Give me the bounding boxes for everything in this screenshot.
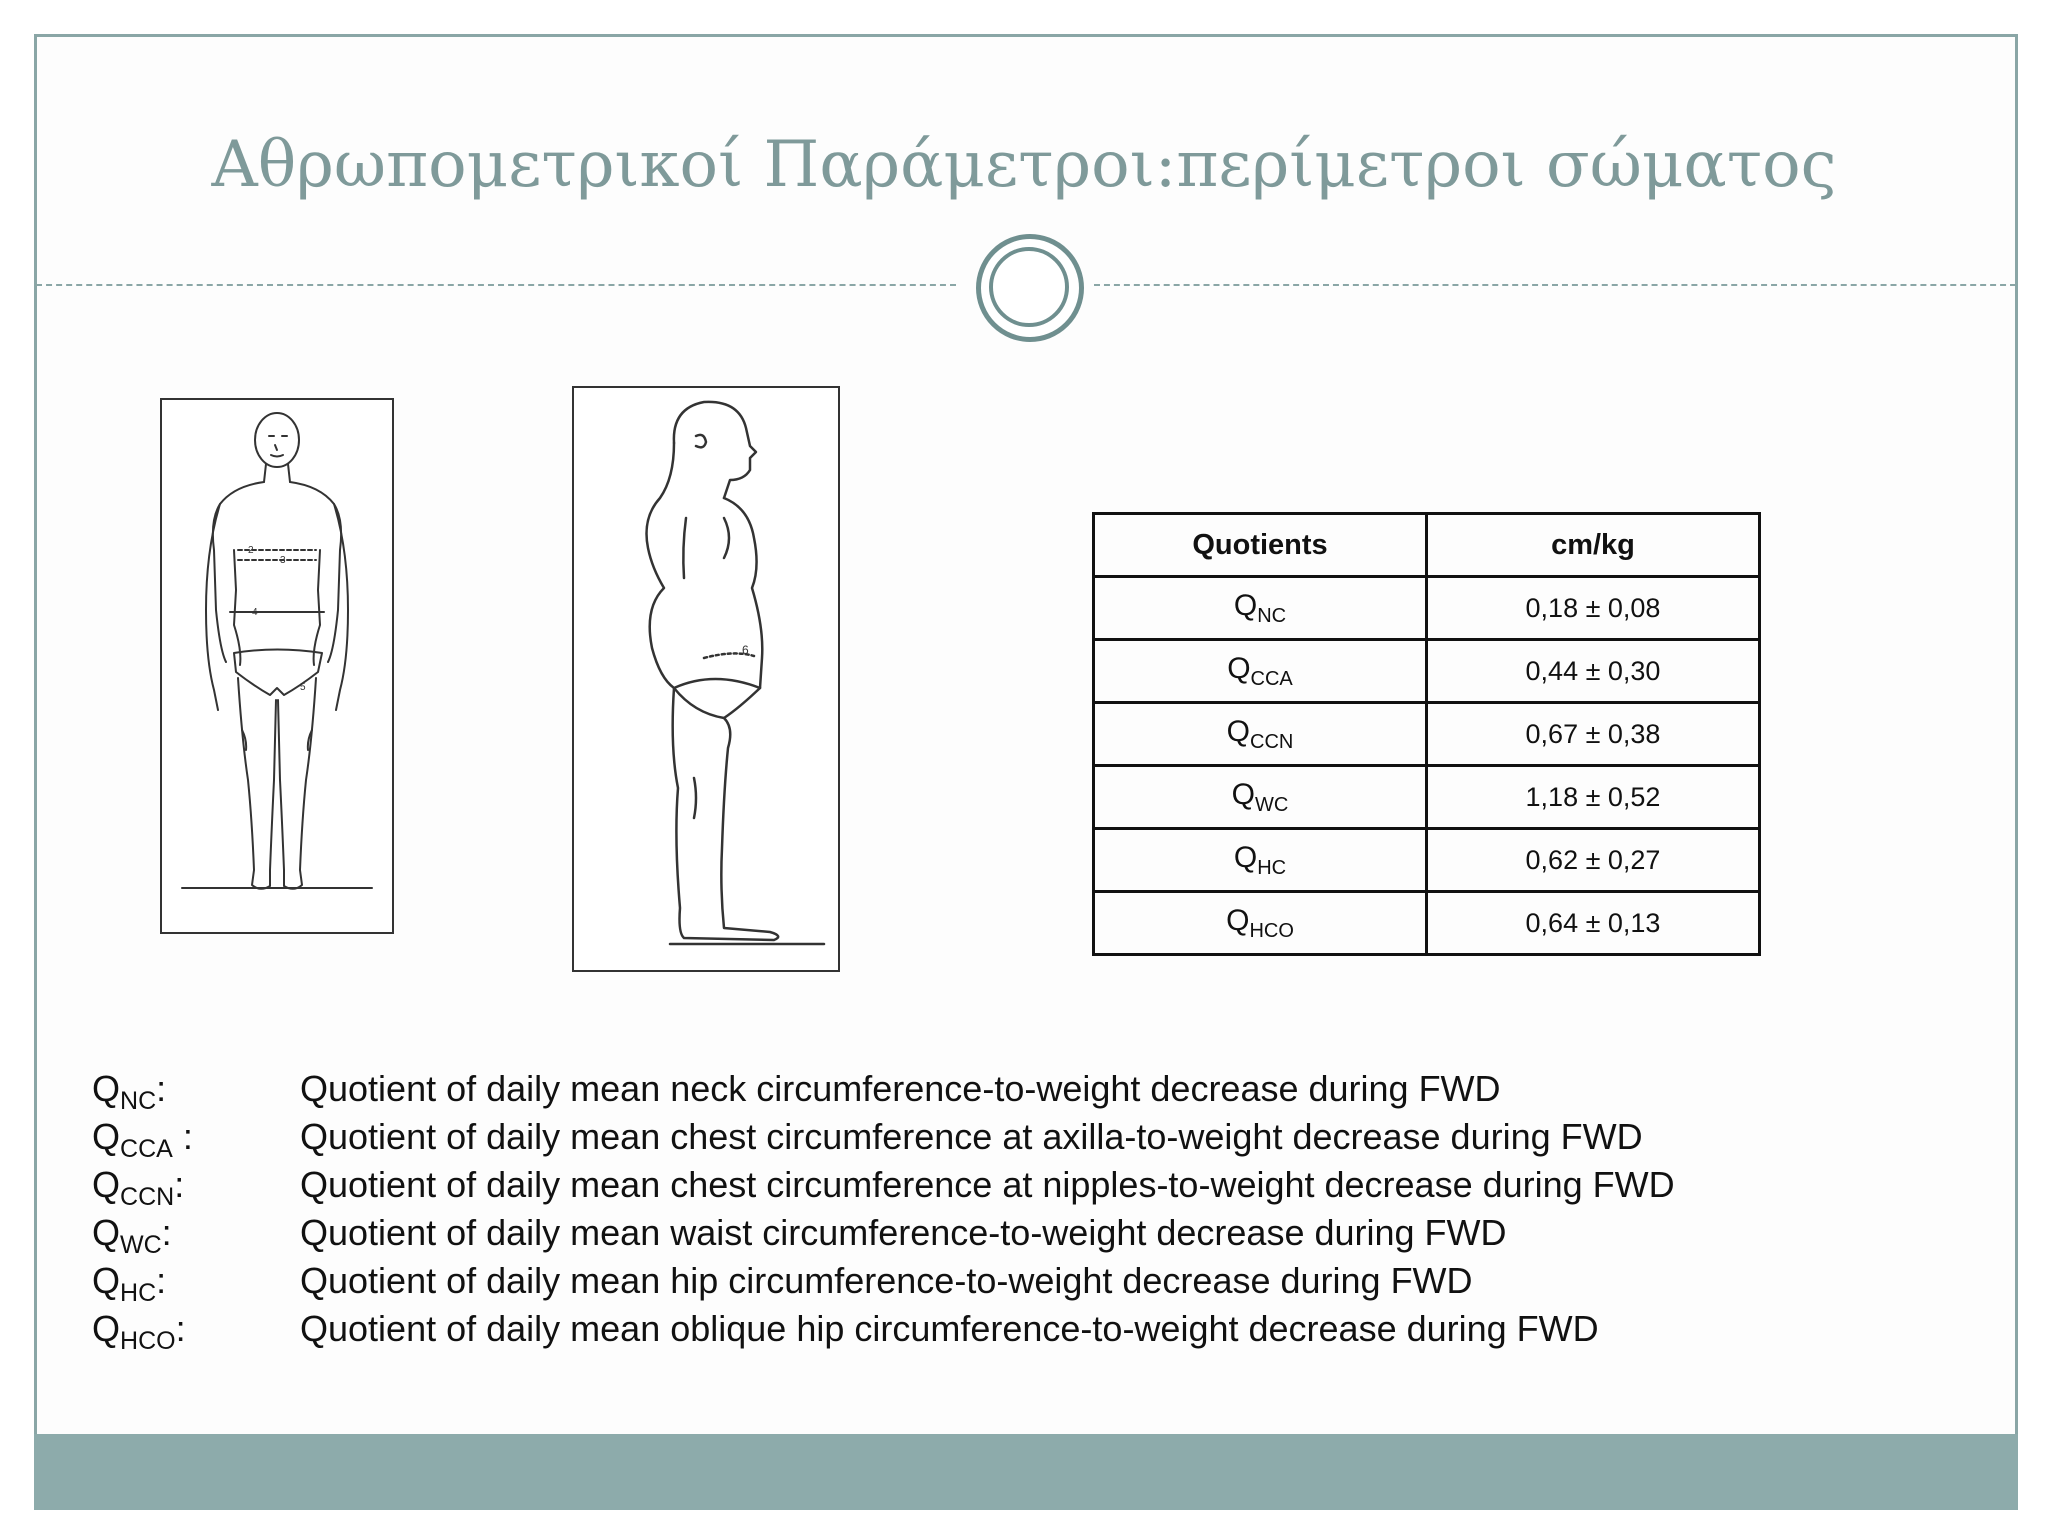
quotient-cell: $Q_{NC}$ — [1094, 577, 1427, 640]
legend-key: $Q_{HC}$: — [92, 1260, 167, 1308]
divider-ornament-icon — [976, 234, 1084, 342]
title-divider-right — [1094, 284, 2016, 286]
quotient-cell: $Q_{HC}$ — [1094, 829, 1427, 892]
legend-key: $Q_{CCA}$ : — [92, 1116, 193, 1164]
legend-description: Quotient of daily mean neck circumference-to-weight decrease during FWD — [300, 1068, 1501, 1109]
value-cell: 0,67 ± 0,38 — [1427, 703, 1760, 766]
front-label-3: 3 — [280, 555, 286, 566]
table-row — [1094, 703, 1760, 766]
legend-key: $Q_{NC}$: — [92, 1068, 167, 1116]
header-cm-kg: cm/kg — [1427, 514, 1760, 577]
value-cell: 0,18 ± 0,08 — [1427, 577, 1760, 640]
value-cell: 0,62 ± 0,27 — [1427, 829, 1760, 892]
table-row — [1094, 829, 1760, 892]
value-cell: 0,44 ± 0,30 — [1427, 640, 1760, 703]
table-header-row — [1094, 514, 1760, 577]
table-row — [1094, 892, 1760, 955]
quotient-cell: $Q_{WC}$ — [1094, 766, 1427, 829]
front-label-4: 4 — [252, 607, 258, 618]
front-body-figure — [160, 398, 394, 934]
table-row — [1094, 577, 1760, 640]
legend-description: Quotient of daily mean oblique hip circumference-to-weight decrease during FWD — [300, 1308, 1599, 1349]
title-divider-left — [36, 284, 956, 286]
legend-description: Quotient of daily mean chest circumference at nipples-to-weight decrease during FWD — [300, 1164, 1675, 1205]
table-row — [1094, 766, 1760, 829]
front-label-5: 5 — [300, 682, 306, 693]
legend-description: Quotient of daily mean waist circumference-to-weight decrease during FWD — [300, 1212, 1507, 1253]
legend-description: Quotient of daily mean chest circumference at axilla-to-weight decrease during FWD — [300, 1116, 1643, 1157]
value-cell: 0,64 ± 0,13 — [1427, 892, 1760, 955]
slide-title: Αθρωπομετρικοί Παράμετροι:περίμετροι σώματος — [211, 128, 1837, 202]
side-label-6: 6 — [742, 643, 749, 657]
quotients-table — [1092, 512, 1761, 956]
quotient-cell: $Q_{HCO}$ — [1094, 892, 1427, 955]
footer-bar — [34, 1434, 2018, 1510]
table-row — [1094, 640, 1760, 703]
divider-ornament-inner — [989, 247, 1069, 327]
value-cell: 1,18 ± 0,52 — [1427, 766, 1760, 829]
legend-key: $Q_{CCN}$: — [92, 1164, 185, 1212]
front-label-2: 2 — [248, 545, 254, 556]
quotient-cell: $Q_{CCN}$ — [1094, 703, 1427, 766]
side-body-figure — [572, 386, 840, 972]
legend-description: Quotient of daily mean hip circumference-to-weight decrease during FWD — [300, 1260, 1473, 1301]
header-quotients: Quotients — [1094, 514, 1427, 577]
legend-key: $Q_{HCO}$: — [92, 1308, 186, 1356]
quotient-cell: $Q_{CCA}$ — [1094, 640, 1427, 703]
legend-key: $Q_{WC}$: — [92, 1212, 172, 1260]
